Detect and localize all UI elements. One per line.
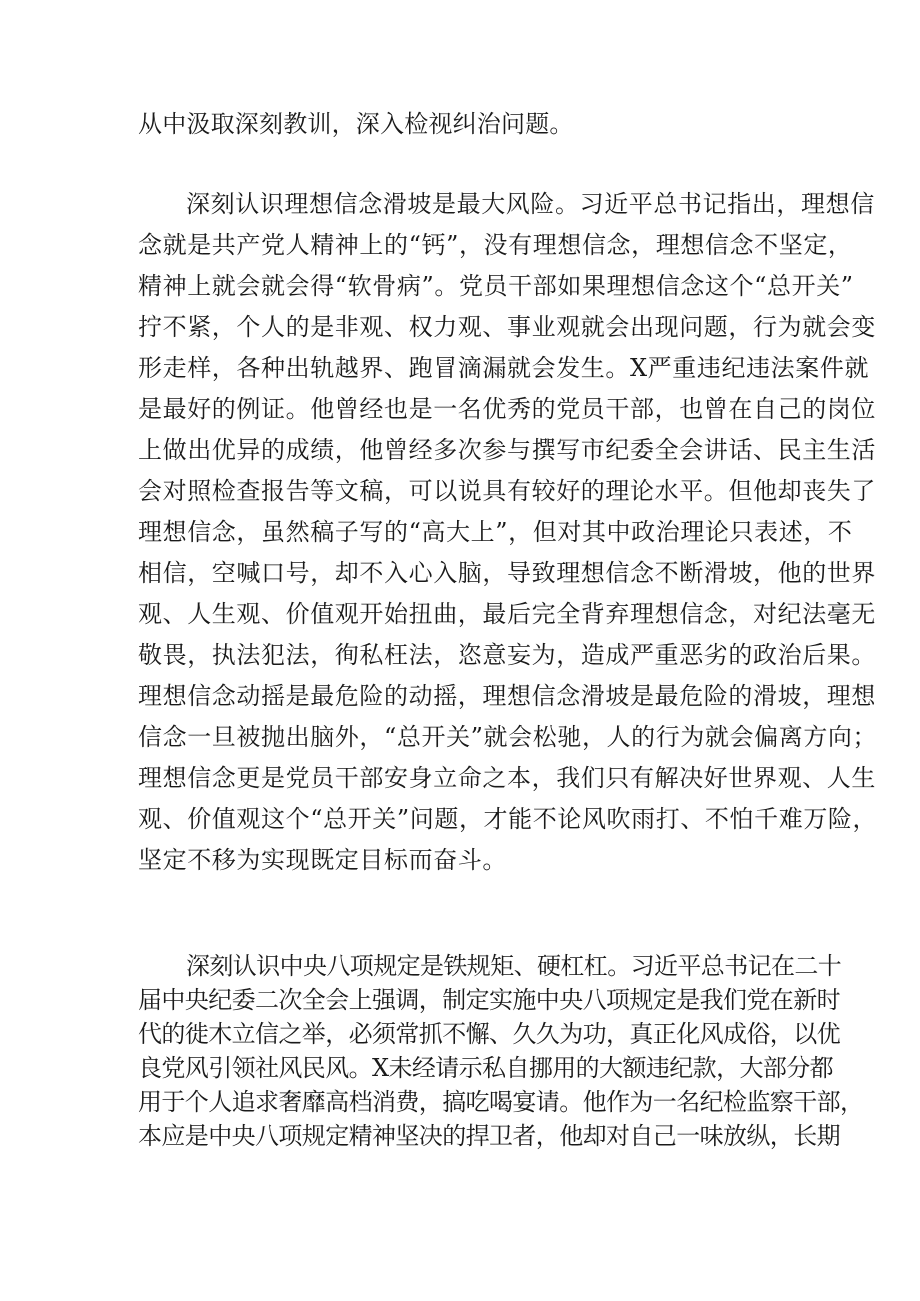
text-line: 用于个人追求奢靡高档消费，搞吃喝宴请。他作为一名纪检监察干部，	[138, 1088, 864, 1116]
text-line: 敬畏，执法犯法，徇私枉法，恣意妄为，造成严重恶劣的政治后果。	[138, 641, 876, 669]
text-line: 信念一旦被抛出脑外，“总开关”就会松驰，人的行为就会偏离方向；	[138, 723, 878, 751]
text-line: 深刻认识中央八项规定是铁规矩、硬杠杠。习近平总书记在二十	[186, 952, 842, 980]
text-line: 相信，空喊口号，却不入心入脑，导致理想信念不断滑坡，他的世界	[138, 559, 876, 587]
text-line: 届中央纪委二次全会上强调，制定实施中央八项规定是我们党在新时	[138, 986, 840, 1014]
text-line: 良党风引领社风民风。X未经请示私自挪用的大额违纪款，大部分都	[138, 1054, 834, 1082]
text-line: 上做出优异的成绩，他曾经多次参与撰写市纪委全会讲话、民主生活	[138, 436, 876, 464]
text-line: 理想信念更是党员干部安身立命之本，我们只有解决好世界观、人生	[138, 764, 876, 792]
text-line: 理想信念动摇是最危险的动摇，理想信念滑坡是最危险的滑坡，理想	[138, 682, 876, 710]
text-line: 理想信念，虽然稿子写的“高大上”，但对其中政治理论只表述，不	[138, 518, 853, 546]
text-line: 从中汲取深刻教训，深入检视纠治问题。	[138, 110, 574, 138]
text-line: 拧不紧，个人的是非观、权力观、事业观就会出现问题，行为就会变	[138, 313, 876, 341]
text-line: 念就是共产党人精神上的“钙”，没有理想信念，理想信念不坚定，	[138, 231, 853, 259]
text-line: 是最好的例证。他曾经也是一名优秀的党员干部，也曾在自己的岗位	[138, 395, 876, 423]
text-line: 观、人生观、价值观开始扭曲，最后完全背弃理想信念，对纪法毫无	[138, 600, 876, 628]
text-line: 深刻认识理想信念滑坡是最大风险。习近平总书记指出，理想信	[186, 190, 875, 218]
text-line: 形走样，各种出轨越界、跑冒滴漏就会发生。X严重违纪违法案件就	[138, 354, 870, 382]
text-line: 精神上就会就会得“软骨病”。党员干部如果理想信念这个“总开关”	[138, 272, 854, 300]
text-line: 会对照检查报告等文稿，可以说具有较好的理论水平。但他却丧失了	[138, 477, 876, 505]
text-line: 代的徙木立信之举，必须常抓不懈、久久为功，真正化风成俗，以优	[138, 1020, 840, 1048]
text-line: 坚定不移为实现既定目标而奋斗。	[138, 846, 507, 874]
text-line: 本应是中央八项规定精神坚决的捍卫者，他却对自己一味放纵，长期	[138, 1122, 840, 1150]
text-line: 观、价值观这个“总开关”问题，才能不论风吹雨打、不怕千难万险，	[138, 805, 878, 833]
